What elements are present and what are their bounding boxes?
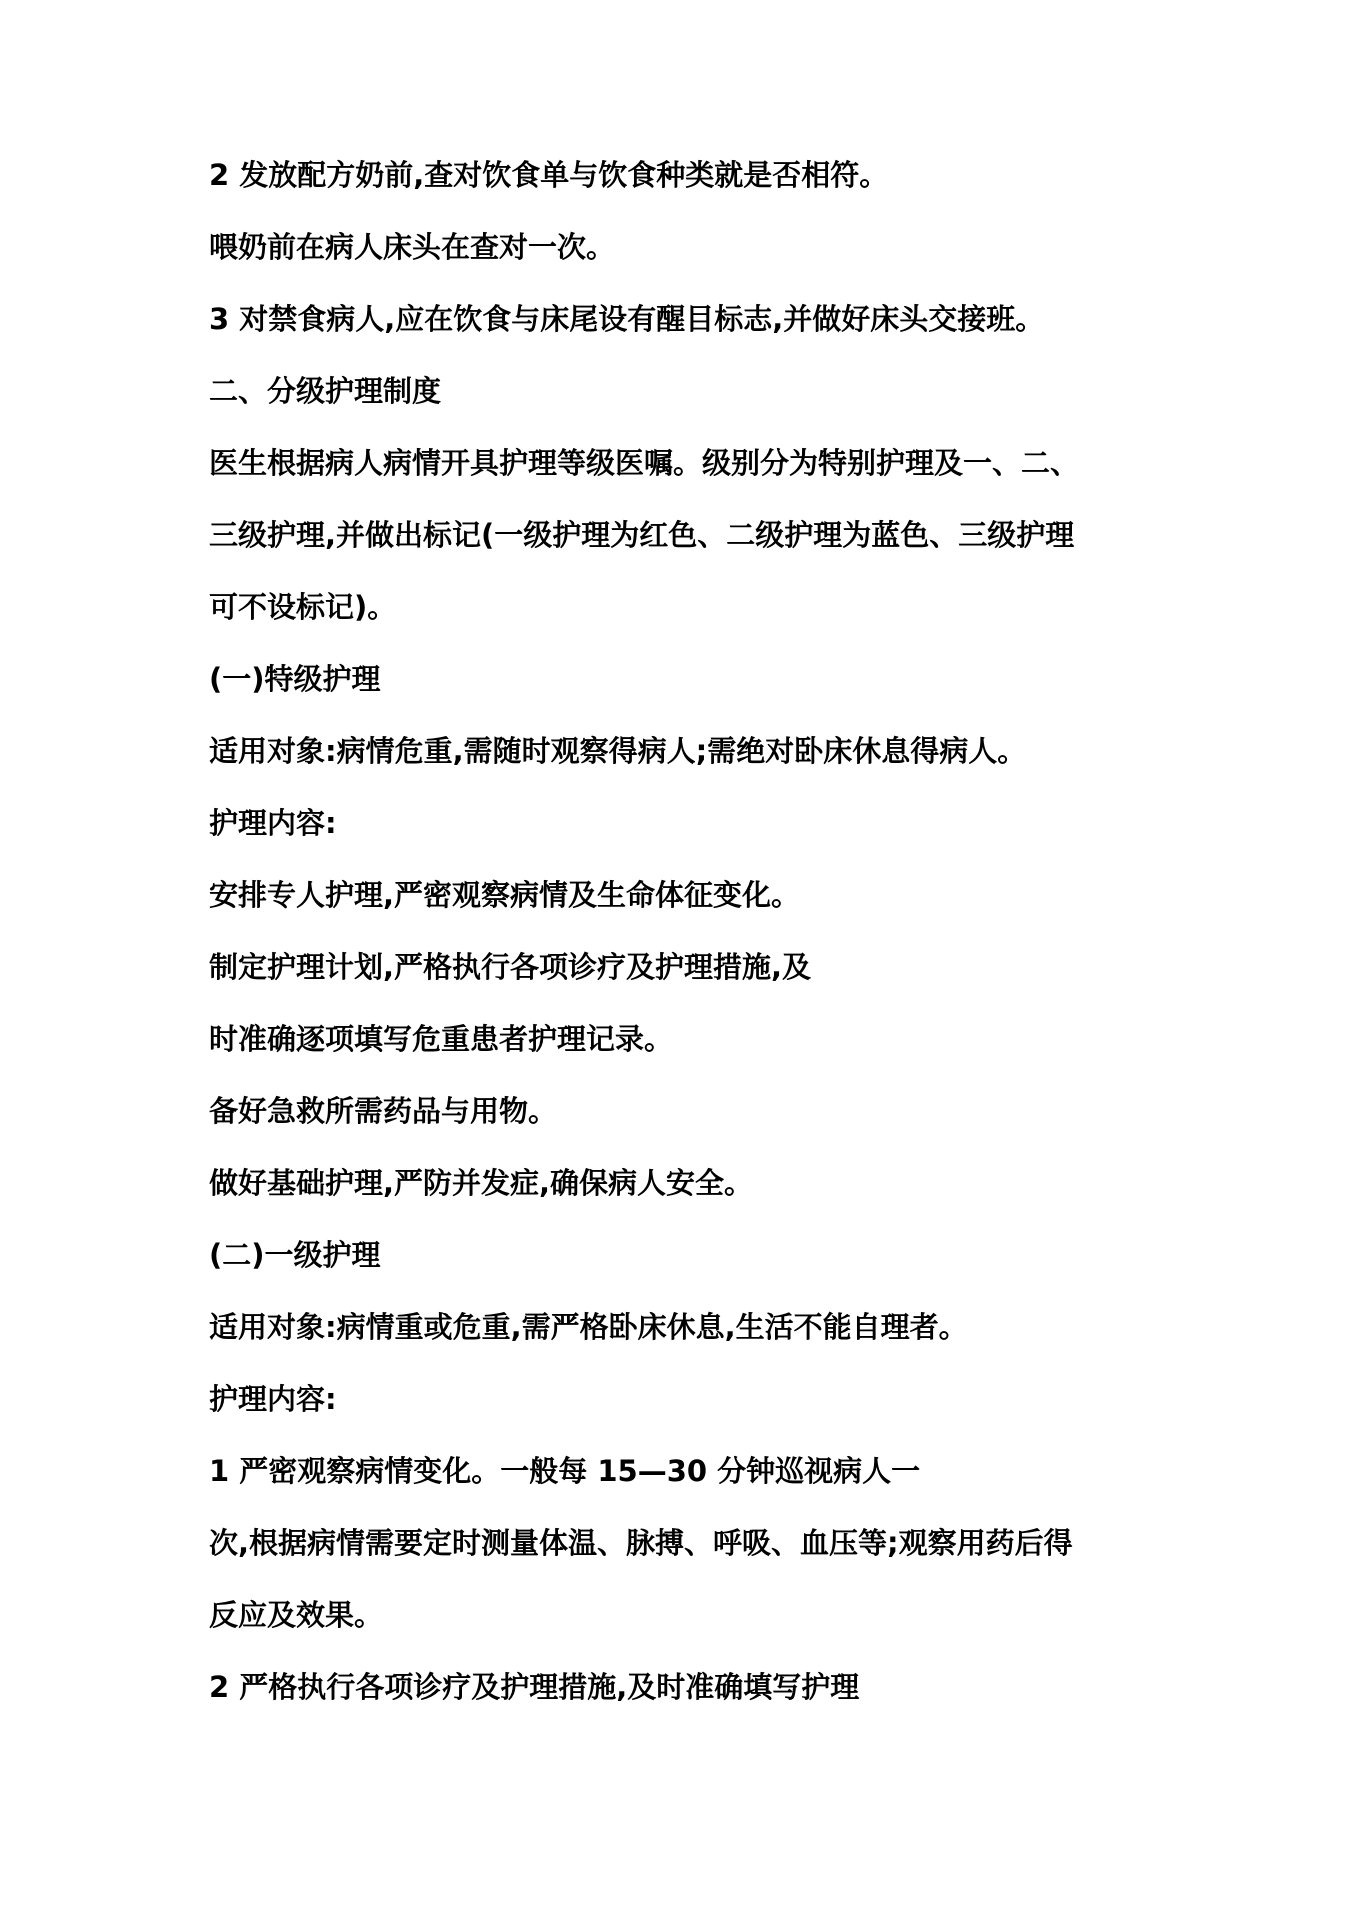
text-line: 做好基础护理,严防并发症,确保病人安全。	[209, 1166, 754, 1200]
text-line: 制定护理计划,严格执行各项诊疗及护理措施,及	[209, 950, 812, 984]
subsection-heading: (二)一级护理	[209, 1238, 381, 1272]
text-line: 适用对象:病情危重,需随时观察得病人;需绝对卧床休息得病人。	[209, 734, 1027, 768]
text-line: 可不设标记)。	[209, 590, 397, 624]
text-line: 护理内容:	[209, 806, 337, 840]
text-line: 三级护理,并做出标记(一级护理为红色、二级护理为蓝色、三级护理	[209, 518, 1075, 552]
text-line: 医生根据病人病情开具护理等级医嘱。级别分为特别护理及一、二、	[209, 446, 1080, 480]
text-line: 备好急救所需药品与用物。	[209, 1094, 558, 1128]
subsection-heading: (一)特级护理	[209, 662, 381, 696]
text-line: 次,根据病情需要定时测量体温、脉搏、呼吸、血压等;观察用药后得	[209, 1526, 1073, 1560]
text-line: 1 严密观察病情变化。一般每 15—30 分钟巡视病人一	[209, 1454, 921, 1488]
text-line: 3 对禁食病人,应在饮食与床尾设有醒目标志,并做好床头交接班。	[209, 302, 1045, 336]
section-heading: 二、分级护理制度	[209, 374, 442, 408]
text-line: 适用对象:病情重或危重,需严格卧床休息,生活不能自理者。	[209, 1310, 968, 1344]
text-line: 护理内容:	[209, 1382, 337, 1416]
text-line: 时准确逐项填写危重患者护理记录。	[209, 1022, 674, 1056]
text-line: 安排专人护理,严密观察病情及生命体征变化。	[209, 878, 801, 912]
text-line: 喂奶前在病人床头在查对一次。	[209, 230, 616, 264]
text-line: 2 发放配方奶前,查对饮食单与饮食种类就是否相符。	[209, 158, 889, 192]
text-line: 2 严格执行各项诊疗及护理措施,及时准确填写护理	[209, 1670, 860, 1704]
text-line: 反应及效果。	[209, 1598, 384, 1632]
